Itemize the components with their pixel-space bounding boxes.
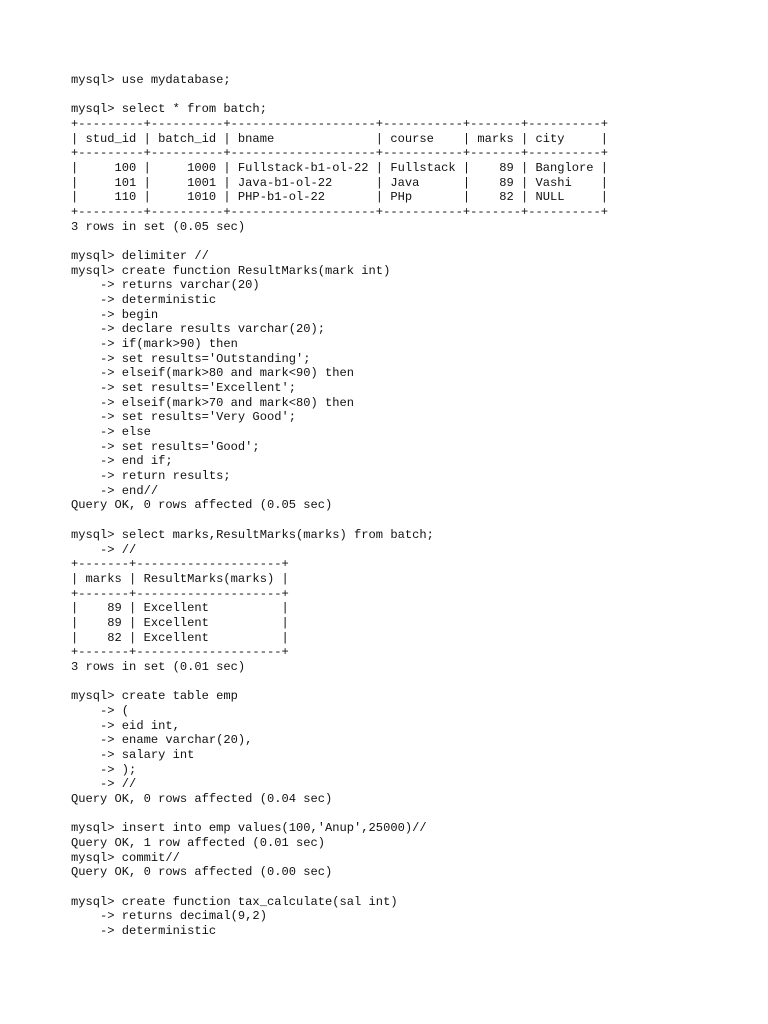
continuation-line: -> end if; xyxy=(71,454,173,469)
table-row-line: | 89 | Excellent | xyxy=(71,601,289,616)
blank-line xyxy=(71,675,608,690)
command-line: mysql> delimiter // xyxy=(71,249,209,264)
table-row-line: | 89 | Excellent | xyxy=(71,615,289,630)
status-line: 3 rows in set (0.01 sec) xyxy=(71,659,246,674)
continuation-line: -> elseif(mark>80 and mark<90) then xyxy=(71,366,355,381)
continuation-line: -> deterministic xyxy=(71,293,217,308)
continuation-line: -> set results='Good'; xyxy=(71,439,260,454)
status-line: Query OK, 1 row affected (0.01 sec) xyxy=(71,835,326,850)
continuation-line: -> eid int, xyxy=(71,718,180,733)
continuation-line: -> // xyxy=(71,542,137,557)
status-line: Query OK, 0 rows affected (0.00 sec) xyxy=(71,865,333,880)
continuation-line: -> if(mark>90) then xyxy=(71,337,238,352)
command-line: mysql> use mydatabase; xyxy=(71,73,231,87)
table-border-line: +---------+----------+--------------------+-----------+-------+----------+ xyxy=(71,117,609,132)
status-line: 3 rows in set (0.05 sec) xyxy=(71,219,246,234)
command-line: mysql> insert into emp values(100,'Anup',25000)// xyxy=(71,821,427,836)
table-row-line: | 100 | 1000 | Fullstack-b1-ol-22 | Fullstack | 89 | Banglore | xyxy=(71,161,609,176)
blank-line xyxy=(71,807,608,822)
table-row-line: | marks | ResultMarks(marks) | xyxy=(71,571,289,586)
command-line: mysql> create function ResultMarks(mark int) xyxy=(71,263,391,278)
table-border-line: +---------+----------+--------------------+-----------+-------+----------+ xyxy=(71,146,609,161)
continuation-line: -> ename varchar(20), xyxy=(71,733,253,748)
command-line: mysql> commit// xyxy=(71,850,180,865)
continuation-line: -> returns decimal(9,2) xyxy=(71,909,267,924)
status-line: Query OK, 0 rows affected (0.05 sec) xyxy=(71,498,333,513)
continuation-line: -> set results='Very Good'; xyxy=(71,410,296,425)
mysql-console-transcript xyxy=(71,73,608,939)
table-row-line: | stud_id | batch_id | bname | course | marks | city | xyxy=(71,131,609,146)
continuation-line: -> ); xyxy=(71,762,137,777)
blank-line xyxy=(71,88,608,103)
continuation-line: -> elseif(mark>70 and mark<80) then xyxy=(71,395,355,410)
table-border-line: +---------+----------+--------------------+-----------+-------+----------+ xyxy=(71,205,609,220)
status-line: Query OK, 0 rows affected (0.04 sec) xyxy=(71,791,333,806)
continuation-line: -> return results; xyxy=(71,469,231,484)
blank-line xyxy=(71,513,608,528)
continuation-line: -> else xyxy=(71,425,151,440)
table-border-line: +-------+--------------------+ xyxy=(71,645,289,660)
continuation-line: -> end// xyxy=(71,483,159,498)
continuation-line: -> set results='Outstanding'; xyxy=(71,351,311,366)
table-border-line: +-------+--------------------+ xyxy=(71,557,289,572)
command-line: mysql> select marks,ResultMarks(marks) from batch; xyxy=(71,527,434,542)
continuation-line: -> declare results varchar(20); xyxy=(71,322,326,337)
continuation-line: -> deterministic xyxy=(71,923,217,938)
continuation-line: -> salary int xyxy=(71,747,195,762)
command-line: mysql> create table emp xyxy=(71,689,238,704)
blank-line xyxy=(71,234,608,249)
continuation-line: -> set results='Excellent'; xyxy=(71,381,296,396)
table-row-line: | 110 | 1010 | PHP-b1-ol-22 | PHp | 82 | NULL | xyxy=(71,190,609,205)
continuation-line: -> ( xyxy=(71,703,130,718)
continuation-line: -> begin xyxy=(71,307,159,322)
command-line: mysql> select * from batch; xyxy=(71,102,267,117)
command-line: mysql> create function tax_calculate(sal int) xyxy=(71,894,398,909)
table-row-line: | 101 | 1001 | Java-b1-ol-22 | Java | 89 | Vashi | xyxy=(71,175,609,190)
table-row-line: | 82 | Excellent | xyxy=(71,630,289,645)
continuation-line: -> returns varchar(20) xyxy=(71,278,260,293)
table-border-line: +-------+--------------------+ xyxy=(71,586,289,601)
continuation-line: -> // xyxy=(71,777,137,792)
blank-line xyxy=(71,880,608,895)
